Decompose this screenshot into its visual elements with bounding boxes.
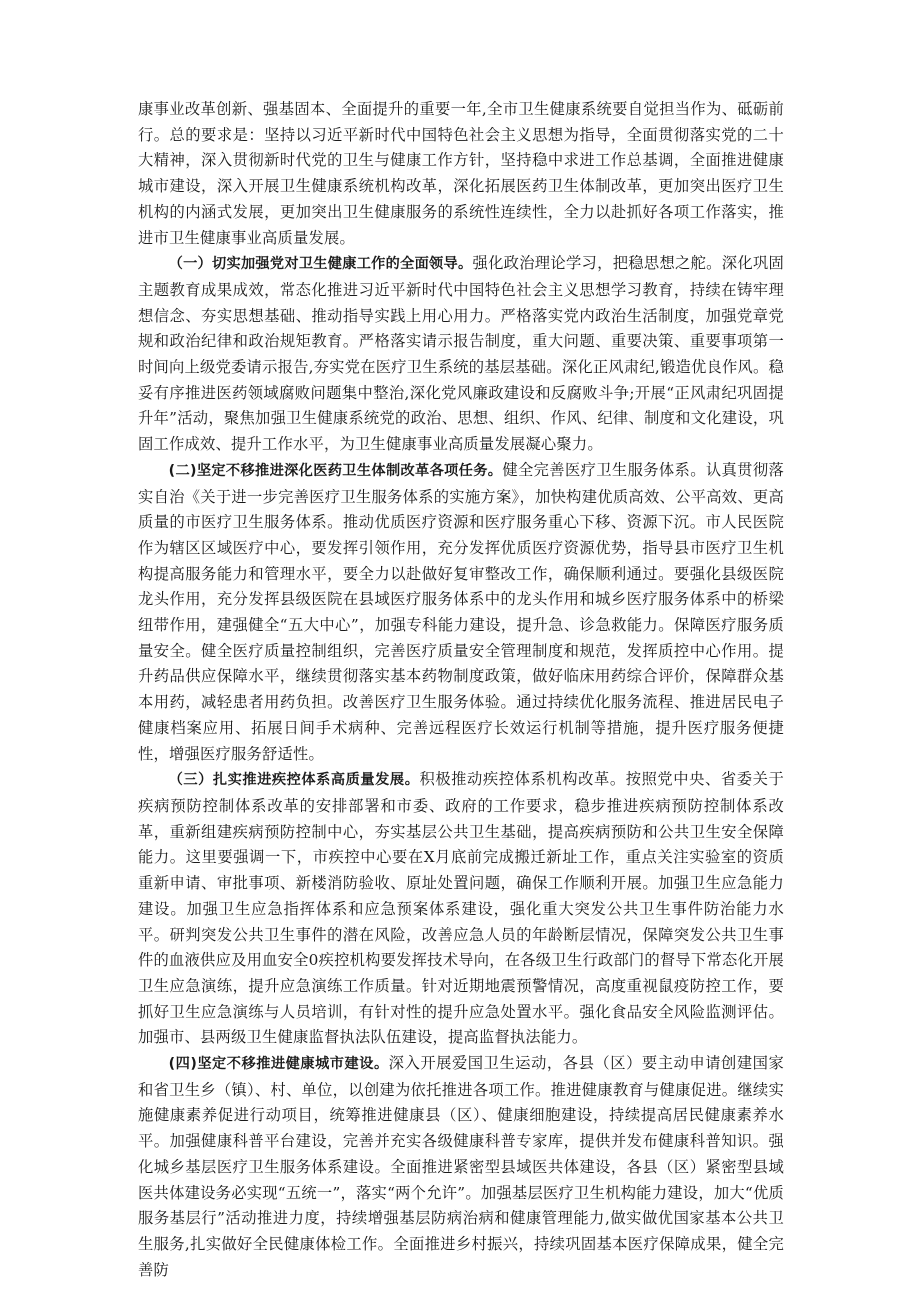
paragraph-section-1 — [138, 251, 784, 458]
paragraph-text: 深入开展爱国卫生运动，各县（区）要主动申请创建国家和省卫生乡（镇）、村、单位，以创建为依托推进各项工作。推进健康教育与健康促进。继续实施健康素养促进行动项目，统筹推进健康县（区）、健康细胞建设，持续提高居民健康素养水平。加强健康科普平台建设，完善并充实各级健康科普专家库，提供并发布健康科普知识。强化城乡基层医疗卫生服务体系建设。全面推进紧密型县域医共体建设，各县（区）紧密型县域医共体建设务必实现“五统一”，落实“两个允许”。加强基层医疗卫生机构能力建设，加大“优质服务基层行”活动推进力度，持续增强基层防病治病和健康管理能力,做实做优国家基本公共卫生服务,扎实做好全民健康体检工作。全面推进乡村振兴，持续巩固基本医疗保障成果，健全完善防 — [138, 1054, 784, 1279]
paragraph-text: 健全完善医疗卫生服务体系。认真贯彻落实自治《关于进一步完善医疗卫生服务体系的实施方案》，加快构建优质高效、公平高效、更高质量的市医疗卫生服务体系。推动优质医疗资源和医疗服务重心下移、资源下沉。市人民医院作为辖区区域医疗中心，要发挥引领作用，充分发挥优质医疗资源优势，指导县市医疗卫生机构提高服务能力和管理水平，要全力以赴做好复审整改工作，确保顺利通过。要强化县级医院龙头作用，充分发挥县级医院在县域医疗服务体系中的龙头作用和城乡医疗服务体系中的桥梁纽带作用，建强健全“五大中心”，加强专科能力建设，提升急、诊急救能力。保障医疗服务质量安全。健全医疗质量控制组织，完善医疗质量安全管理制度和规范，发挥质控中心作用。提升药品供应保障水平，继续贯彻落实基本药物制度政策，做好临床用药综合评价，保障群众基本用药，减轻患者用药负担。改善医疗卫生服务体验。通过持续优化服务流程、推进居民电子健康档案应用、拓展日间手术病种、完善远程医疗长效运行机制等措施，提升医疗服务便捷性，增强医疗服务舒适性。 — [138, 460, 784, 763]
section-heading: （三）扎实推进疾控体系高质量发展。 — [168, 772, 420, 789]
paragraph-section-2 — [138, 458, 784, 767]
section-heading: (二)坚定不移推进深化医药卫生体制改革各项任务。 — [168, 462, 503, 479]
paragraph-intro — [138, 97, 784, 251]
paragraph-text: 强化政治理论学习，把稳思想之舵。深化巩固主题教育成果成效，常态化推进习近平新时代中国特色社会主义思想学习教育，持续在铸牢理想信念、夯实思想基础、推动指导实践上用心用力。严格落实党内政治生活制度，加强党章党规和政治纪律和政治规矩教育。严格落实请示报告制度，重大问题、重要决策、重要事项第一时间向上级党委请示报告,夯实党在医疗卫生系统的基层基础。深化正风肃纪,锻造优良作风。稳妥有序推进医药领域腐败问题集中整治,深化党风廉政建设和反腐败斗争;开展“正风肃纪巩固提升年”活动，聚焦加强卫生健康系统党的政治、思想、组织、作风、纪律、制度和文化建设，巩固工作成效、提升工作水平，为卫生健康事业高质量发展凝心聚力。 — [138, 254, 784, 454]
section-heading: （一）切实加强党对卫生健康工作的全面领导。 — [168, 256, 473, 273]
paragraph-text: 积极推动疾控体系机构改革。按照党中央、省委关于疾病预防控制体系改革的安排部署和市委、政府的工作要求，稳步推进疾病预防控制体系改革，重新组建疾病预防控制中心，夯实基层公共卫生基础，提高疾病预防和公共卫生安全保障能力。这里要强调一下，市疾控中心要在X月底前完成搬迁新址工作，重点关注实验室的资质重新申请、审批事项、新楼消防验收、原址处置问题，确保工作顺利开展。加强卫生应急能力建设。加强卫生应急指挥体系和应急预案体系建设，强化重大突发公共卫生事件防治能力水平。研判突发公共卫生事件的潜在风险，改善应急人员的年龄断层情况，保障突发公共卫生事件的血液供应及用血安全0疾控机构要发挥技术导向，在各级卫生行政部门的督导下常态化开展卫生应急演练，提升应急演练工作质量。针对近期地震预警情况，高度重视鼠疫防控工作，要抓好卫生应急演练与人员培训，有针对性的提升应急处置水平。强化食品安全风险监测评估。加强市、县两级卫生健康监督执法队伍建设，提高监督执法能力。 — [138, 770, 784, 1047]
paragraph-section-3 — [138, 767, 784, 1051]
document-body — [138, 97, 784, 1283]
paragraph-section-4 — [138, 1051, 784, 1283]
paragraph-text: 康事业改革创新、强基固本、全面提升的重要一年,全市卫生健康系统要自觉担当作为、砥砺前行。总的要求是：坚持以习近平新时代中国特色社会主义思想为指导，全面贯彻落实党的二十大精神，深入贯彻新时代党的卫生与健康工作方针，坚持稳中求进工作总基调，全面推进健康城市建设，深入开展卫生健康系统机构改革，深化拓展医药卫生体制改革，更加突出医疗卫生机构的内涵式发展，更加突出卫生健康服务的系统性连续性，全力以赴抓好各项工作落实，推进市卫生健康事业高质量发展。 — [138, 100, 784, 247]
section-heading: (四)坚定不移推进健康城市建设。 — [168, 1056, 389, 1073]
